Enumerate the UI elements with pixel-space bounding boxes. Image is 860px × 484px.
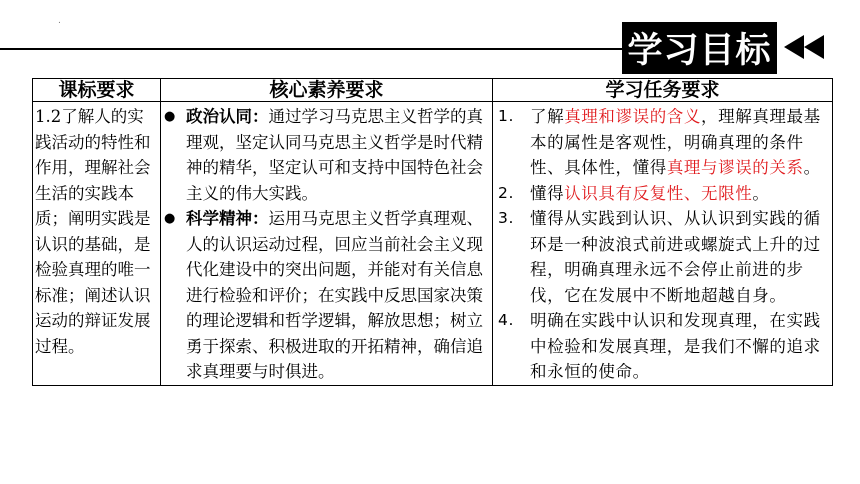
curriculum-cell: 1.2了解人的实践活动的特性和作用，理解社会生活的实践本质；阐明实践是认识的基础，是检验真理的唯一标准；阐述认识运动的辩证发展过程。 — [33, 102, 161, 386]
task-text: 明确在实践中认识和发现真理，在实践中检验和发展真理，是我们不懈的追求和永恒的使命。 — [530, 311, 821, 381]
task-item — [496, 181, 830, 207]
task-text: ，理解真理最基本的属性是客观性，明确真理的条件性、具体性，懂得 — [530, 107, 821, 177]
literacy-text: 通过学习马克思主义哲学的真理观，坚定认同马克思主义哲学是时代精神的精华，坚定认可和支持中国特色社会主义的伟大实践。 — [186, 107, 483, 203]
literacy-label: 科学精神： — [186, 209, 269, 228]
task-number: 4. — [498, 311, 514, 329]
task-highlight: 真理与谬误的关系 — [666, 158, 804, 177]
task-text: 懂得从实践到认识、从认识到实践的循环是一种波浪式前进或螺旋式上升的过程，明确真理永远不会停止前进的步伐，它在发展中不断地超越自身。 — [530, 209, 821, 305]
task-highlight: 真理和谬误的含义 — [564, 107, 702, 126]
top-dot: . — [58, 16, 61, 26]
task-text: 懂得 — [530, 183, 565, 203]
objectives-table — [32, 78, 833, 386]
task-text: 了解 — [530, 107, 565, 126]
literacy-item — [164, 206, 489, 385]
task-highlight: 认识具有反复性、无限性 — [564, 183, 753, 203]
task-number: 2. — [498, 183, 514, 202]
core-literacy-cell — [161, 102, 493, 386]
header-curriculum: 课标要求 — [33, 79, 161, 102]
literacy-text: 运用马克思主义哲学真理观、人的认识运动过程，回应当前社会主义现代化建设中的突出问题，并能对有关信息进行检验和评价；在实践中反思国家决策的理论逻辑和哲学逻辑，解放思想；树立勇于探索、积极进取的开拓精神，确信追求真理要与时俱进。 — [186, 209, 483, 381]
page-title: 学习目标 — [622, 22, 777, 74]
header-learning-tasks: 学习任务要求 — [493, 79, 833, 102]
task-item — [496, 206, 830, 308]
table-header-row — [33, 79, 833, 102]
task-text: 。 — [803, 158, 821, 177]
bullet-icon: ● — [164, 109, 176, 124]
task-text: 。 — [752, 183, 770, 203]
task-item — [496, 308, 830, 385]
learning-tasks-cell — [493, 102, 833, 386]
bullet-icon: ● — [164, 211, 176, 226]
task-number: 3. — [498, 209, 514, 227]
table-row — [33, 102, 833, 386]
task-number: 1. — [498, 107, 514, 125]
header-rule — [0, 48, 628, 50]
task-item — [496, 104, 830, 181]
double-left-triangle-icon — [780, 32, 830, 62]
literacy-item — [164, 104, 489, 206]
header-core-literacy: 核心素养要求 — [161, 79, 493, 102]
literacy-label: 政治认同： — [186, 107, 269, 126]
